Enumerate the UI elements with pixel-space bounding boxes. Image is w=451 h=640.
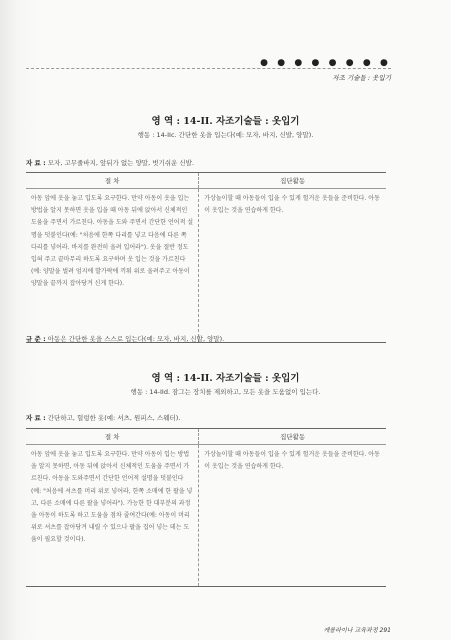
procedure-cell: 아동 앞에 옷을 놓고 입도록 요구한다. 만약 아동이 옷을 입는 방법을 알지 못하면 옷을 입을 때 아동 뒤에 앉아서 신체적인 도움을 주면서 가르친다. 아동을 도와 주면서 간단한 언어적 설명을 덧붙인다(예: "처음에 한쪽 다리를 넣고 다음에 다른 쪽 다리를 넣어라. 바지를 완전히 올려 입어라"). 옷을 절반 정도 입혀 주고 끝마무리 하도록 요구하며 옷 입는 것을 가르친다(예: 양말을 벌려 엄지에 발가락에 끼워 위로 올려주고 아동이 양말을 끝까지 잡아당겨 신게 한다). (26, 189, 199, 343)
header-rule (26, 68, 391, 69)
materials-label: 자 료 : (26, 414, 46, 422)
section1-materials (26, 158, 194, 167)
column-procedure: 절 차 (26, 173, 199, 189)
materials-label: 자 료 : (26, 159, 46, 167)
page-footer: 캐롤라이나 교육과정 291 (323, 627, 391, 634)
criterion-label: 규 준 : (26, 335, 46, 343)
criterion-text: 아동은 간단한 옷을 스스로 입는다(예: 모자, 바지, 신발, 양말). (47, 335, 225, 343)
column-group-activity: 집단활동 (199, 173, 386, 189)
section2-table (26, 428, 386, 587)
section1-criterion (26, 334, 224, 343)
chapter-title: 자조 기술들 : 옷입기 (332, 74, 391, 82)
materials-text: 모자, 고무줄바지, 앞뒤가 없는 양말, 벗기쉬운 신발. (47, 159, 195, 167)
group-activity-cell: 가상놀이할 때 아동들이 입을 수 있게 헐거운 옷들을 준비한다. 아동이 옷입는 것을 연습하게 한다. (199, 445, 386, 587)
section2-title: 영 역 : 14-II. 자조기술들 : 옷입기 (151, 373, 300, 384)
section2-materials (26, 413, 180, 422)
materials-text: 간단하고, 헐렁한 옷(예: 셔츠, 원피스, 스웨터). (47, 414, 181, 422)
group-activity-cell: 가상놀이할 때 아동들이 입을 수 있게 헐거운 옷들을 준비한다. 아동이 옷입는 것을 연습하게 한다. (199, 189, 386, 343)
section1-behavior: 행동 : 14-IIc. 간단한 옷을 입는다(예: 모자, 바지, 신발, 양말). (137, 131, 314, 139)
column-procedure: 절 차 (26, 429, 199, 445)
column-group-activity: 집단활동 (199, 429, 386, 445)
header-dots: ● ● ● ● ● ● ● ● (260, 58, 391, 68)
procedure-cell: 아동 앞에 옷을 놓고 입도록 요구한다. 만약 아동이 입는 방법을 알지 못하면, 아동 뒤에 앉아서 신체적인 도움을 주면서 가르친다. 아동을 도와주면서 간단한 언어적 설명을 덧붙인다(예: "처음에 셔츠를 머리 위로 넣어라, 한쪽 소매에 한 팔을 넣고, 다른 소매에 다른 팔을 넣어라"). 가능한 한 대부분의 과정을 아동이 하도록 하고 도움을 점차 줄여간다(예: 아동이 머리 위로 셔츠를 잡아당겨 내릴 수 있으나 팔을 집어 넣는 데는 도움이 필요할 것이다). (26, 445, 199, 587)
section1-title: 영 역 : 14-II. 자조기술들 : 옷입기 (151, 116, 300, 127)
section1-table (26, 172, 386, 343)
section2-behavior: 행동 : 14-IId. 잠그는 장치를 제외하고, 모든 옷을 도움없이 입는다. (130, 388, 321, 396)
